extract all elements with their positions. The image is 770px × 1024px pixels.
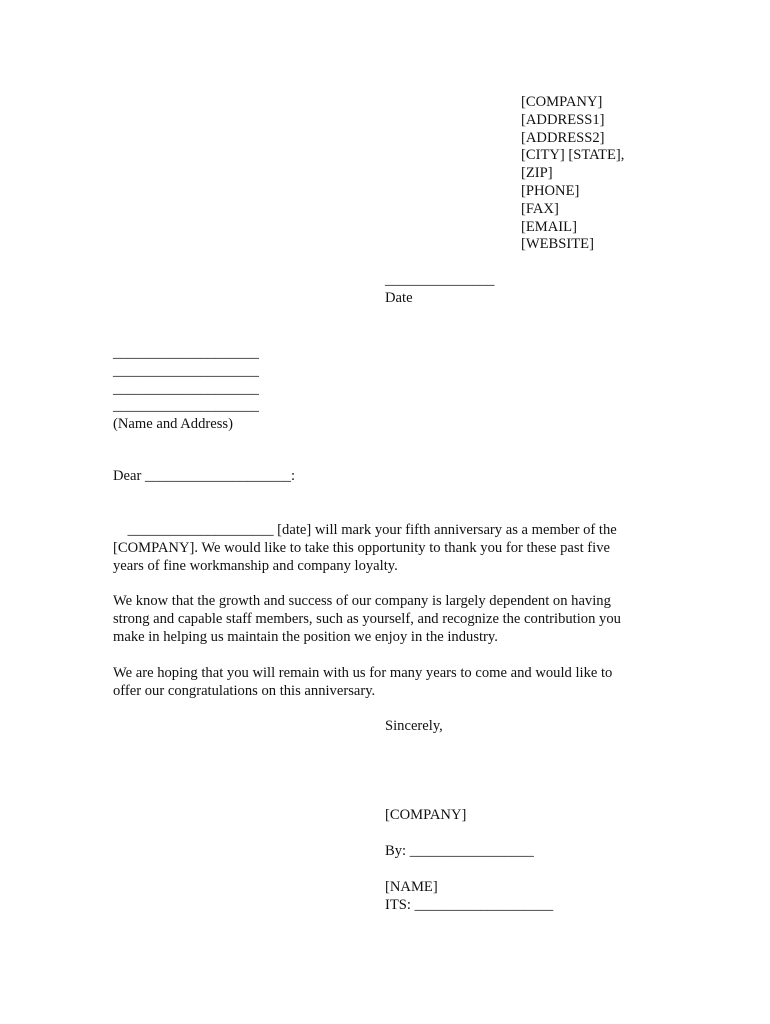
signature-company: [COMPANY] — [385, 807, 467, 823]
signature-by-line: By: _________________ — [385, 843, 534, 859]
paragraph-line: strong and capable staff members, such as yourself, and recognize the contribution you — [113, 610, 621, 627]
closing: Sincerely, — [385, 718, 443, 734]
recipient-blank-line: ____________________ — [113, 380, 259, 397]
sender-website: [WEBSITE] — [521, 236, 594, 253]
sender-address2: [ADDRESS2] — [521, 129, 605, 146]
date-blank-line: _______________ — [385, 272, 495, 288]
recipient-address-block — [113, 345, 259, 434]
sender-address1: [ADDRESS1] — [521, 111, 605, 128]
signature-name-block — [385, 879, 553, 915]
sender-city-state: [CITY] [STATE], — [521, 147, 625, 164]
body-paragraph-1 — [113, 522, 617, 575]
body-paragraph-3 — [113, 665, 612, 701]
sender-email: [EMAIL] — [521, 218, 577, 235]
recipient-blank-line: ____________________ — [113, 362, 259, 379]
recipient-caption: (Name and Address) — [113, 416, 233, 433]
sender-zip: [ZIP] — [521, 165, 553, 182]
sender-company: [COMPANY] — [521, 94, 603, 110]
paragraph-line: make in helping us maintain the position we enjoy in the industry. — [113, 628, 498, 645]
paragraph-line: years of fine workmanship and company loyalty. — [113, 557, 398, 574]
paragraph-line: offer our congratulations on this anniversary. — [113, 682, 376, 699]
paragraph-line: [COMPANY]. We would like to take this opportunity to thank you for these past five — [113, 539, 610, 556]
recipient-blank-line: ____________________ — [113, 398, 259, 415]
date-block — [385, 272, 494, 308]
sender-fax: [FAX] — [521, 200, 559, 217]
body-paragraph-2 — [113, 593, 621, 646]
signature-name: [NAME] — [385, 879, 438, 895]
paragraph-line: ____________________ [date] will mark your fifth anniversary as a member of the — [113, 522, 617, 538]
sender-phone: [PHONE] — [521, 182, 580, 199]
salutation: Dear ____________________: — [113, 468, 295, 484]
paragraph-line: We are hoping that you will remain with us for many years to come and would like to — [113, 665, 613, 681]
sender-address-block — [521, 94, 624, 254]
date-label: Date — [385, 289, 413, 306]
recipient-blank-line: ____________________ — [113, 345, 259, 361]
paragraph-line: We know that the growth and success of our company is largely dependent on having — [113, 593, 611, 609]
signature-its-line: ITS: ___________________ — [385, 896, 554, 913]
